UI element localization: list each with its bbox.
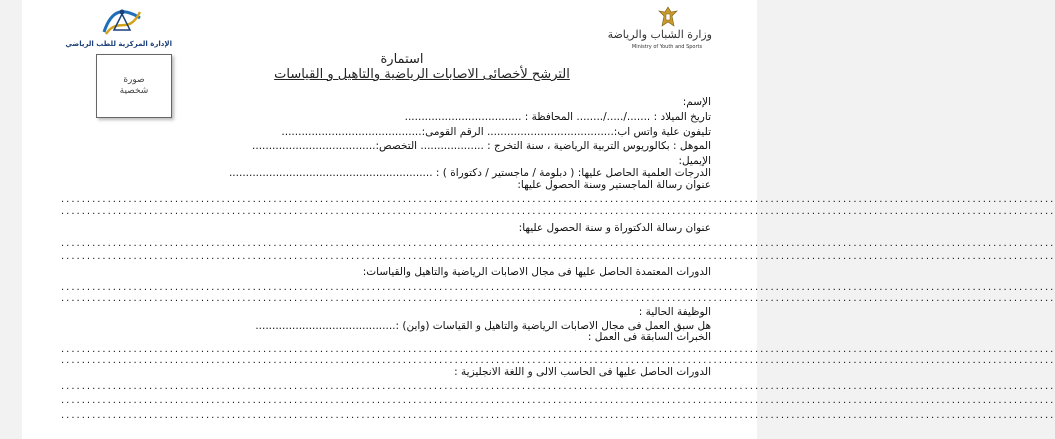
sports-medicine-logo-icon — [100, 6, 144, 38]
field-phd-thesis: عنوان رسالة الدكتوراة و سنة الحصول عليها: — [518, 222, 711, 234]
field-current-job: الوظيفة الحالية : — [638, 306, 711, 318]
field-birthdate-governorate: تاريخ الميلاد : ......./...../........ المحافظة : ................................... — [404, 111, 711, 123]
field-phone-national-id: تليفون علية واتس اب:...................................... الرقم القومى:.......................................... — [281, 126, 711, 138]
field-previous-work: هل سبق العمل فى مجال الاصابات الرياضية والتاهيل و القياسات (واين) :.......................................... — [255, 320, 711, 332]
answer-line: ................................................................................................................................................................................................ — [61, 251, 1055, 262]
answer-line: ................................................................................................................................................................................................ — [61, 410, 1055, 421]
photo-label-line1: صورة — [123, 75, 145, 85]
answer-line: ................................................................................................................................................................................................ — [61, 355, 1055, 366]
ministry-name-english: Ministry of Youth and Sports — [631, 44, 703, 50]
answer-line: ................................................................................................................................................................................................ — [61, 238, 1055, 249]
answer-line: ................................................................................................................................................................................................ — [61, 381, 1055, 392]
photo-label — [97, 75, 171, 97]
answer-line: ................................................................................................................................................................................................ — [61, 194, 1055, 205]
sports-medicine-logo-caption: الإدارة المركزية للطب الرياضي — [65, 40, 172, 48]
ministry-name-arabic: وزارة الشباب والرياضة — [607, 28, 712, 41]
field-masters-thesis: عنوان رسالة الماجستير وسنة الحصول عليها: — [517, 179, 711, 191]
answer-line: ................................................................................................................................................................................................ — [61, 344, 1055, 355]
ministry-logo — [607, 6, 712, 52]
sports-medicine-logo — [65, 6, 172, 54]
answer-line: ................................................................................................................................................................................................ — [61, 206, 1055, 217]
answer-line: ................................................................................................................................................................................................ — [61, 395, 1055, 406]
form-title: استمارة — [380, 52, 424, 67]
photo-label-line2: شخصية — [119, 86, 149, 96]
field-qualification: الموهل : بكالوريوس التربية الرياضية ، سنة التخرج : ................... التخصص:..................................... — [252, 140, 711, 152]
field-degrees: الدرجات العلمية الحاصل عليها: ( دبلومة / ماجستير / دكتوراة ) : ............................................................. — [228, 167, 711, 179]
field-computer-english-courses: الدورات الحاصل عليها فى الحاسب الالى و اللغة الانجليزية : — [454, 366, 711, 378]
form-page — [22, 0, 1055, 439]
field-accredited-courses: الدورات المعتمدة الحاصل عليها فى مجال الاصابات الرياضية والتاهيل والقياسات: — [362, 266, 711, 278]
field-name: الإسم: — [682, 96, 711, 108]
field-email: الإيميل: — [678, 155, 711, 167]
field-experience: الخبرات السابقة فى العمل : — [587, 331, 711, 343]
answer-line: ................................................................................................................................................................................................ — [61, 293, 1055, 304]
answer-line: ................................................................................................................................................................................................ — [61, 282, 1055, 293]
eagle-emblem-icon — [658, 6, 678, 28]
form-subtitle: الترشح لأخصائى الاصابات الرياضية والتاهيل و القياسات — [274, 67, 570, 82]
